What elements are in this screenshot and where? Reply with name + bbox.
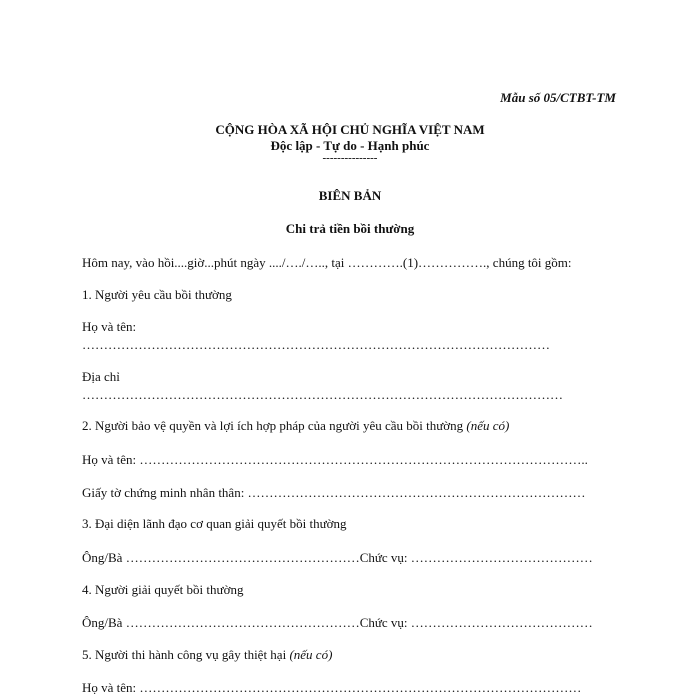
section-1-heading: 1. Người yêu cầu bồi thường xyxy=(82,287,232,302)
section-5-heading-row xyxy=(82,647,332,663)
motto: Độc lập - Tự do - Hạnh phúc xyxy=(270,138,430,153)
section-4-line: Ông/Bà ………………………………………………Chức vụ: …………………………………… xyxy=(82,615,593,630)
nation-title: CỘNG HÒA XÃ HỘI CHỦ NGHĨA VIỆT NAM xyxy=(215,122,485,137)
header-separator: --------------- xyxy=(322,152,378,164)
document-subtitle: Chi trả tiền bồi thường xyxy=(285,221,415,236)
section-4-heading: 4. Người giải quyết bồi thường xyxy=(82,582,244,597)
section-3-heading: 3. Đại diện lãnh đạo cơ quan giải quyết bồi thường xyxy=(82,516,347,531)
section-5-heading: 5. Người thi hành công vụ gây thiệt hại xyxy=(82,647,287,662)
section-1-address-label: Địa chỉ xyxy=(82,369,120,384)
intro-line: Hôm nay, vào hồi....giờ...phút ngày ..../…./….., tại ………….(1)……………., chúng tôi gồm: xyxy=(82,255,572,270)
section-2-heading: 2. Người bảo vệ quyền và lợi ích hợp pháp của người yêu cầu bồi thường xyxy=(82,418,464,433)
section-2-name-line: Họ và tên: ………………………………………………………………………………………….. xyxy=(82,452,588,467)
section-2-heading-row xyxy=(82,418,509,434)
section-1-name-label: Họ và tên: xyxy=(82,319,137,334)
form-code: Mẫu số 05/CTBT-TM xyxy=(500,90,616,105)
section-1-address-dots: ………………………………………………………………………………………………… xyxy=(82,387,563,402)
section-2-note: (nếu có) xyxy=(466,418,510,433)
document-title: BIÊN BẢN xyxy=(318,188,382,203)
section-5-note: (nếu có) xyxy=(289,647,333,662)
section-1-name-dots: ……………………………………………………………………………………………… xyxy=(82,337,550,352)
section-3-line: Ông/Bà ………………………………………………Chức vụ: …………………………………… xyxy=(82,550,593,565)
section-5-name-line: Họ và tên: ………………………………………………………………………………………… xyxy=(82,680,582,695)
section-2-id-line: Giấy tờ chứng minh nhân thân: …………………………………………………………………… xyxy=(82,485,586,500)
